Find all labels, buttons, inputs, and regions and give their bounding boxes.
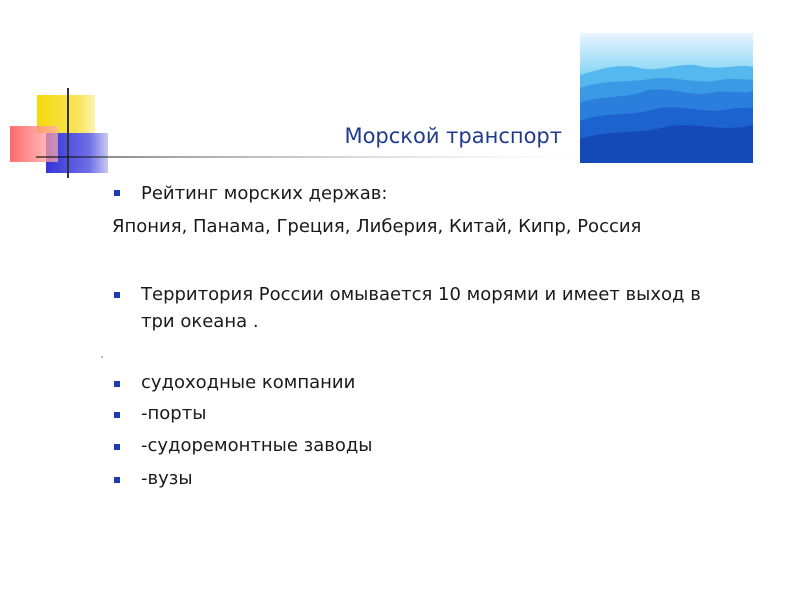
list-item: -судоремонтные заводы — [141, 435, 373, 456]
list-item: Япония, Панама, Греция, Либерия, Китай, Кипр, Россия — [112, 216, 642, 237]
list-item: судоходные компании — [141, 372, 356, 393]
list-item: Территория России омывается 10 морями и имеет выход в — [141, 284, 701, 305]
bullet-icon — [114, 444, 120, 450]
list-item: Рейтинг морских держав: — [141, 183, 388, 204]
stray-dot — [101, 356, 103, 358]
bullet-icon — [114, 412, 120, 418]
list-item: -порты — [141, 403, 207, 424]
list-item: -вузы — [141, 468, 193, 489]
bullet-icon — [114, 292, 120, 298]
bullet-icon — [114, 381, 120, 387]
bullet-icon — [114, 190, 120, 196]
list-item: три океана . — [141, 311, 259, 332]
slide-title: Морской транспорт — [344, 124, 562, 148]
bullet-icon — [114, 477, 120, 483]
